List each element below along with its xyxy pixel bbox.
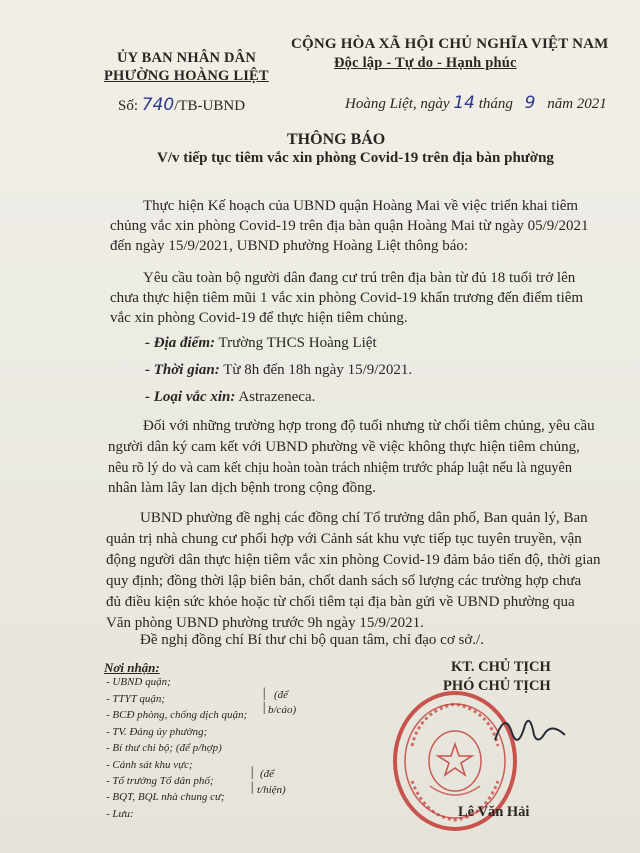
paragraph-4-line: đủ điều kiện sức khỏe hoặc từ chối tiêm tại địa bàn gửi về UBND phường qua bbox=[106, 594, 575, 610]
paragraph-4-line: quản trị nhà chung cư phối hợp với Cảnh sát khu vực tiếp tục tuyên truyền, vận bbox=[106, 531, 582, 547]
paragraph-1-line: đến ngày 15/9/2021, UBND phường Hoàng Liệt thông báo: bbox=[110, 238, 469, 254]
recipient-note: (để bbox=[260, 768, 275, 780]
signer-name: Lê Văn Hải bbox=[458, 804, 530, 820]
paragraph-3-line: nêu rõ lý do và cam kết chịu hoàn toàn trách nhiệm trước pháp luật nếu là nguyên bbox=[108, 460, 572, 476]
location-item: - Địa điểm: Trường THCS Hoàng Liệt bbox=[145, 335, 377, 351]
recipient-note: b/cáo) bbox=[268, 704, 297, 716]
recipient-item: - TTYT quận; bbox=[106, 693, 166, 705]
brace-1: | bbox=[262, 686, 266, 701]
signature-title-1: KT. CHỦ TỊCH bbox=[451, 659, 551, 675]
time-item: - Thời gian: Từ 8h đến 18h ngày 15/9/2021. bbox=[145, 362, 413, 378]
recipient-item: - Lưu: bbox=[106, 808, 134, 820]
country-name: CỘNG HÒA XÃ HỘI CHỦ NGHĨA VIỆT NAM bbox=[291, 36, 609, 52]
paragraph-4-line: quy định; đồng thời lập biên bản, chốt danh sách số lượng các trường hợp chưa bbox=[106, 573, 582, 589]
brace-2: | bbox=[250, 765, 254, 780]
number-handwritten: 740 bbox=[141, 95, 175, 115]
recipient-item: - Tổ trưởng Tổ dân phố; bbox=[106, 775, 214, 787]
document-subject: V/v tiếp tục tiêm vắc xin phòng Covid-19 trên địa bàn phường bbox=[157, 150, 554, 166]
paragraph-2-line: vắc xin phòng Covid-19 để thực hiện tiêm chủng. bbox=[110, 310, 408, 326]
org-name-line1: ỦY BAN NHÂN DÂN bbox=[117, 50, 257, 66]
recipients-heading: Nơi nhận: bbox=[104, 660, 160, 675]
paragraph-3-line: nhân làm lây lan dịch bệnh trong cộng đồng. bbox=[108, 480, 376, 496]
paragraph-5: Đề nghị đồng chí Bí thư chi bộ quan tâm, chỉ đạo cơ sở./. bbox=[140, 632, 484, 648]
recipient-item: - Cảnh sát khu vực; bbox=[106, 759, 193, 771]
motto: Độc lập - Tự do - Hạnh phúc bbox=[334, 55, 517, 71]
signature-icon bbox=[490, 705, 570, 755]
paragraph-4-line: UBND phường đề nghị các đồng chí Tổ trưởng dân phố, Ban quản lý, Ban bbox=[140, 510, 588, 526]
paragraph-4-line: động người dân thực hiện tiêm vắc xin phòng Covid-19 đảm bảo tiến độ, thời gian bbox=[106, 552, 601, 568]
paragraph-1-line: chủng vắc xin phòng Covid-19 trên địa bàn quận Hoàng Mai từ ngày 05/9/2021 bbox=[110, 218, 589, 234]
recipient-item: - Bí thư chi bộ; (để p/hợp) bbox=[106, 742, 222, 754]
brace-2b: | bbox=[250, 780, 254, 795]
document-number: Số: 740/TB-UBND bbox=[118, 95, 246, 115]
paragraph-1-line: Thực hiện Kế hoạch của UBND quận Hoàng Mai về việc triển khai tiêm bbox=[143, 198, 579, 214]
recipient-item: - UBND quận; bbox=[106, 676, 171, 688]
recipient-note: t/hiện) bbox=[257, 784, 286, 796]
recipient-note: (để bbox=[274, 689, 289, 701]
recipient-item: - BQT, BQL nhà chung cư; bbox=[106, 791, 225, 803]
paragraph-4-line: Văn phòng UBND phường trước 9h ngày 15/9/2021. bbox=[106, 615, 424, 631]
document-title: THÔNG BÁO bbox=[287, 131, 386, 148]
vaccine-item: - Loại vắc xin: Astrazeneca. bbox=[145, 389, 316, 405]
document-date: Hoàng Liệt, ngày 14 tháng 9 năm 2021 bbox=[345, 93, 607, 113]
paragraph-3-line: người dân ký cam kết với UBND phường về việc không thực hiện tiêm chủng, bbox=[108, 439, 580, 455]
brace-1b: | bbox=[262, 700, 266, 715]
org-name-line2: PHƯỜNG HOÀNG LIỆT bbox=[104, 68, 269, 84]
paragraph-2-line: Yêu cầu toàn bộ người dân đang cư trú trên địa bàn từ đủ 18 tuổi trở lên bbox=[143, 270, 576, 286]
recipient-item: - TV. Đảng ủy phường; bbox=[106, 726, 208, 738]
paragraph-3-line: Đối với những trường hợp trong độ tuổi nhưng từ chối tiêm chủng, yêu cầu bbox=[143, 418, 595, 434]
signature-title-2: PHÓ CHỦ TỊCH bbox=[443, 678, 551, 694]
paragraph-2-line: chưa thực hiện tiêm mũi 1 vắc xin phòng Covid-19 khẩn trương đến điểm tiêm bbox=[110, 290, 584, 306]
recipient-item: - BCĐ phòng, chống dịch quận; bbox=[106, 709, 248, 721]
